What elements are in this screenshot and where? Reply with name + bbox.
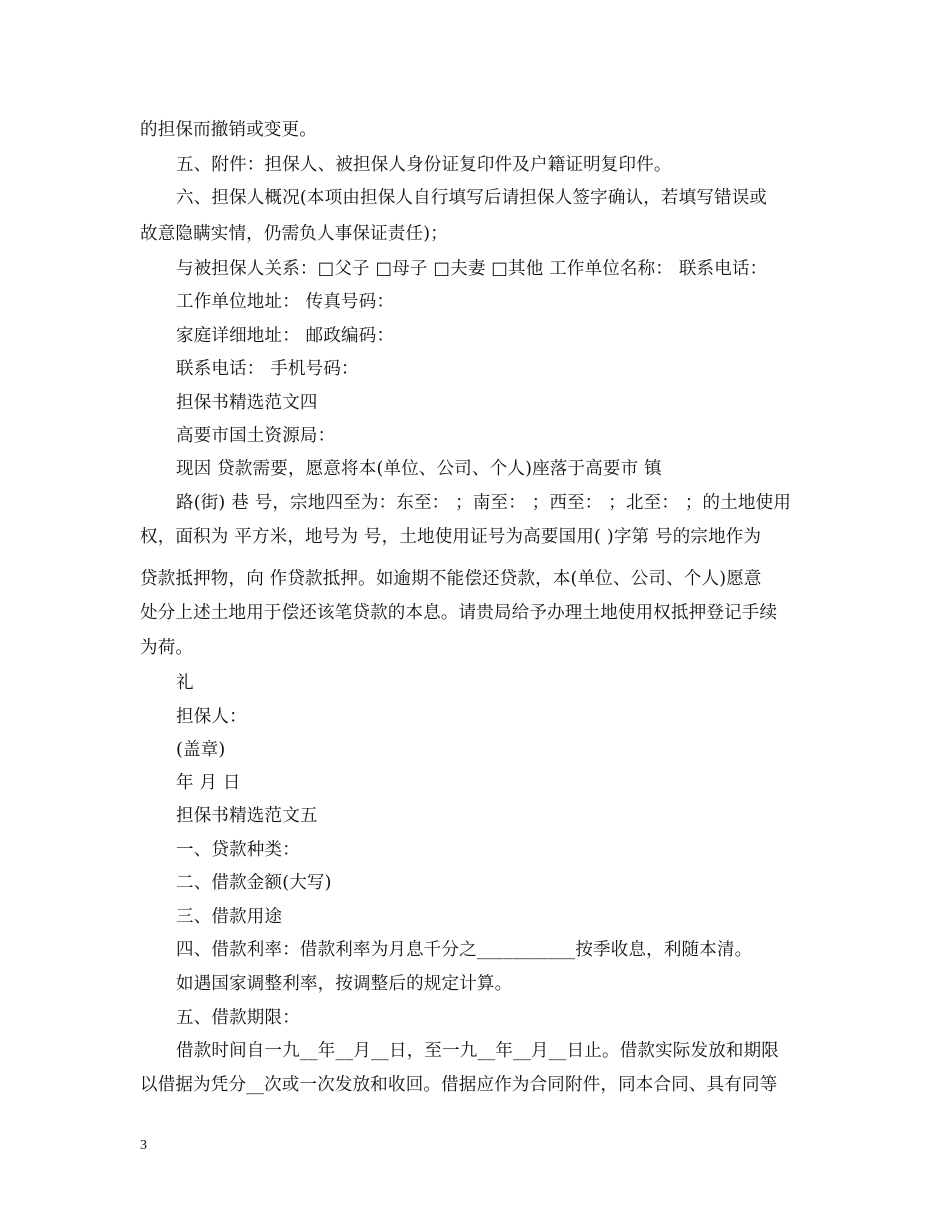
section-heading: 担保书精选范文四 (176, 393, 318, 413)
text-line: 如遇国家调整利率，按调整后的规定计算。 (176, 974, 513, 994)
page-number: 3 (140, 1138, 147, 1153)
section-heading: 担保书精选范文五 (176, 806, 318, 826)
text-line: 联系电话： 手机号码： (176, 359, 359, 379)
text-line: 一、贷款种类： (176, 840, 300, 860)
date-line: 年 月 日 (176, 773, 241, 793)
signature-label: 担保人： (176, 707, 247, 727)
text-line: 路(街) 巷 号，宗地四至为：东至： ；南至： ；西至： ；北至： ；的土地使用 (176, 493, 792, 513)
text-line: 的担保而撤销或变更。 (140, 120, 317, 140)
text-line: 四、借款利率：借款利率为月息千分之___________按季收息，利随本清。 (176, 940, 753, 960)
text-line: 以借据为凭分__次或一次发放和收回。借据应作为合同附件，同本合同、具有同等 (140, 1075, 778, 1095)
text-line: 六、担保人概况(本项由担保人自行填写后请担保人签字确认，若填写错误或 (176, 188, 768, 208)
text-line: 五、借款期限： (176, 1008, 300, 1028)
text-line: 三、借款用途 (176, 907, 283, 927)
text-line: 二、借款金额(大写) (176, 873, 332, 893)
text-line: 与被担保人关系：□父子 □母子 □夫妻 □其他 工作单位名称： 联系电话： (176, 259, 768, 279)
text-line: 现因 贷款需要，愿意将本(单位、公司、个人)座落于高要市 镇 (176, 459, 662, 479)
text-line: 贷款抵押物，向 作贷款抵押。如逾期不能偿还贷款，本(单位、公司、个人)愿意 (140, 569, 762, 589)
text-line: 五、附件：担保人、被担保人身份证复印件及户籍证明复印件。 (176, 155, 672, 175)
text-line: 礼 (176, 673, 194, 693)
addressee: 高要市国土资源局： (176, 426, 336, 446)
text-line: 处分上述土地用于偿还该笔贷款的本息。请贵局给予办理土地使用权抵押登记手续 (140, 603, 778, 623)
text-line: 故意隐瞒实情，仍需负人事保证责任)； (140, 224, 448, 244)
text-line: 借款时间自一九__年__月__日，至一九__年__月__日止。借款实际发放和期限 (176, 1041, 779, 1061)
seal-label: (盖章) (176, 740, 226, 760)
text-line: 为荷。 (140, 638, 194, 658)
text-line: 家庭详细地址： 邮政编码： (176, 326, 395, 346)
text-line: 工作单位地址： 传真号码： (176, 292, 395, 312)
text-line: 权，面积为 平方米，地号为 号，土地使用证号为高要国用( )字第 号的宗地作为 (140, 527, 762, 547)
